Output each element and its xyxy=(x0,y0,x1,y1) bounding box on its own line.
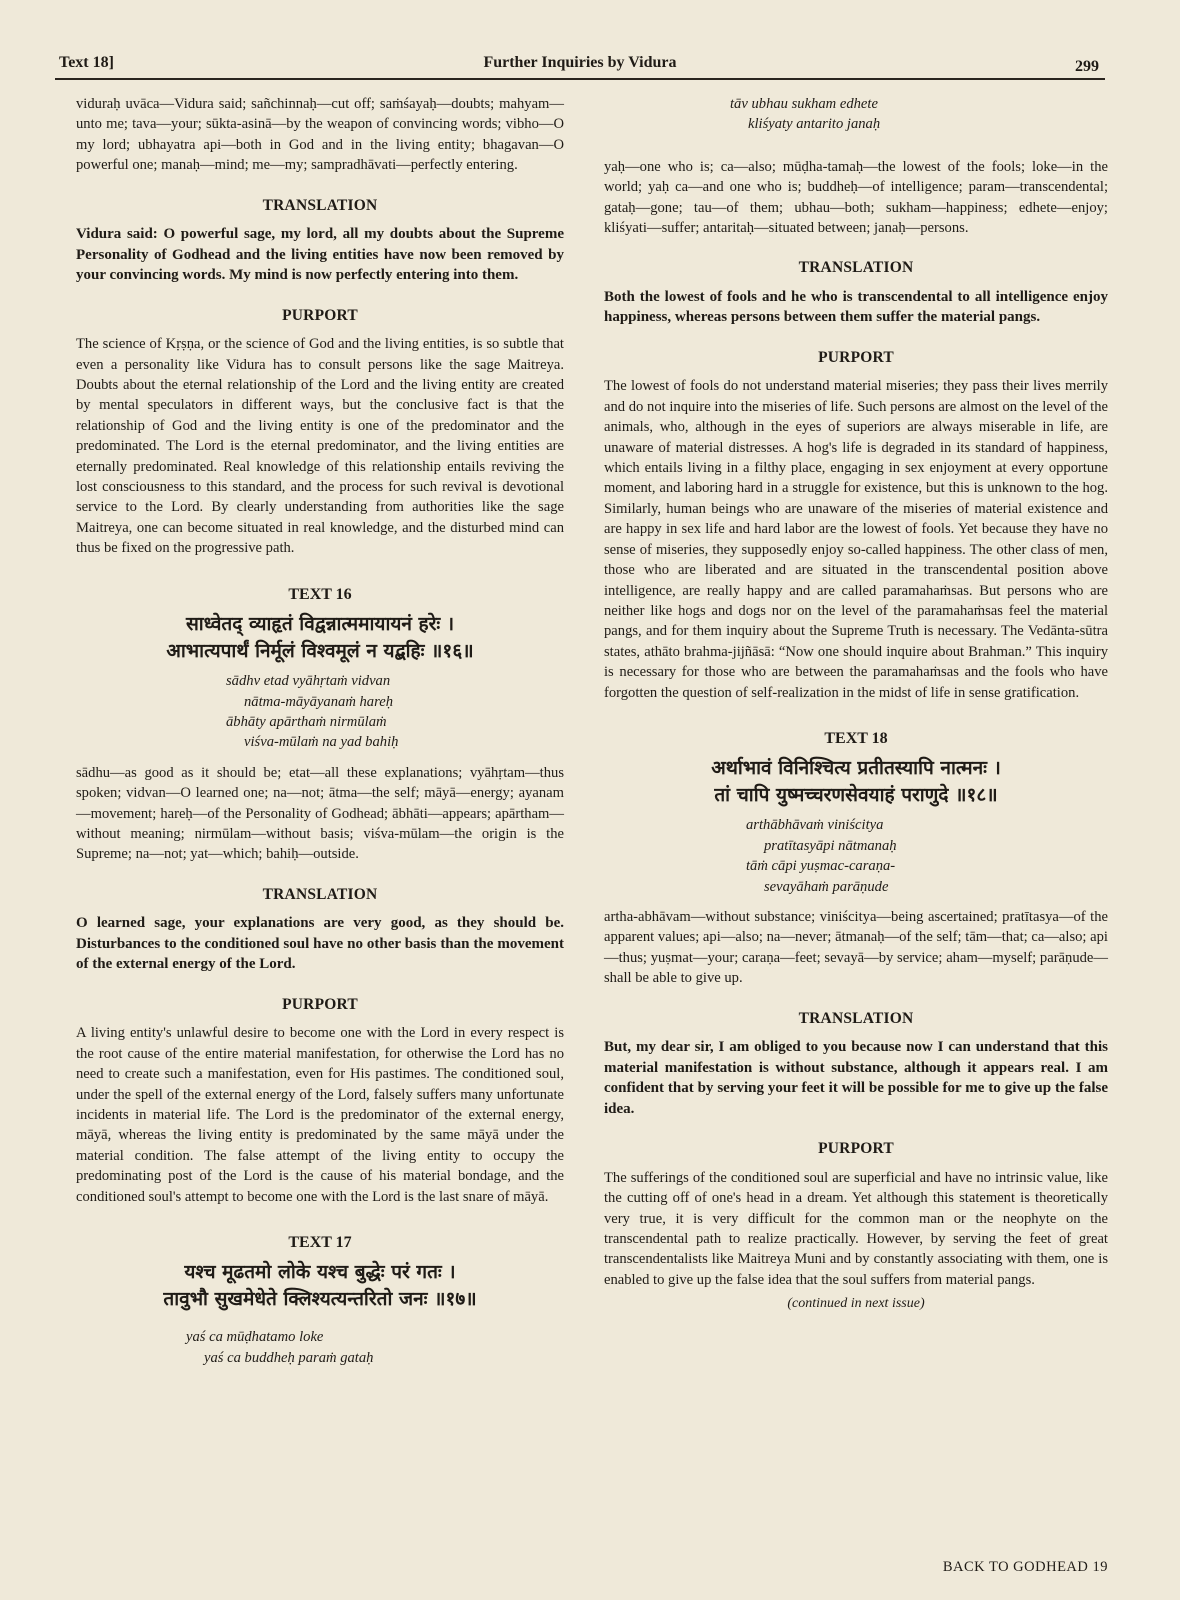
purport-heading: PURPORT xyxy=(818,1140,894,1158)
purport-heading: PURPORT xyxy=(282,306,358,324)
sanskrit-line: यश्च मूढतमो लोके यश्च बुद्धेः परं गतः । xyxy=(184,1261,456,1284)
verse-line: sādhv etad vyāhṛtaṁ vidvan xyxy=(226,673,391,690)
sanskrit-line: अर्थाभावं विनिश्चित्य प्रतीतस्यापि नात्मनः । xyxy=(711,757,1001,780)
translation-heading: TRANSLATION xyxy=(798,259,914,277)
verse-line: ābhāty apārthaṁ nirmūlaṁ xyxy=(226,713,387,730)
verse-line: kliśyaty antarito janaḥ xyxy=(748,116,881,133)
sanskrit-line: तां चापि युष्मच्चरणसेवयाहं पराणुदे ॥१८॥ xyxy=(714,784,998,807)
purport-heading: PURPORT xyxy=(282,995,358,1013)
translation-heading: TRANSLATION xyxy=(262,196,378,214)
header-section-label: Text 18] xyxy=(59,54,114,71)
sanskrit-line: तावुभौ सुखमेधेते क्लिश्यत्यन्तरितो जनः ॥१७॥ xyxy=(163,1288,477,1311)
verse-line: tāṁ cāpi yuṣmac-caraṇa- xyxy=(746,858,896,875)
verse-line: arthābhāvaṁ viniścitya xyxy=(746,817,884,834)
synonyms-text-15: viduraḥ uvāca—Vidura said; sañchinnaḥ—cut off; saṁśayaḥ—doubts; mahyam—unto me; tava—your; sūkta-asinā—by the weapon of convincing words; vibho—O my lord; ubhayatra api—both in God and in the living entity; bhagavan—O powerful one; manaḥ—mind; me—my; sampradhāvati—perfectly entering. xyxy=(76,96,564,174)
text-16-title: TEXT 16 xyxy=(288,585,352,603)
header-chapter-title: Further Inquiries by Vidura xyxy=(483,54,677,71)
text-17-title: TEXT 17 xyxy=(288,1234,352,1251)
continued-note: (continued in next issue) xyxy=(787,1296,925,1312)
transliteration-17-part1 xyxy=(186,1327,564,1368)
purport-text-16: A living entity's unlawful desire to become one with the Lord in every respect is the root cause of the entire material manifestation, for otherwise the Lord has no need to create such a manifestation, even for His pastimes. The conditioned soul, under the spell of the external energy of the Lord, falsely suffers many unfortunate incidents in material life. The Lord is the predominator of the external energy, māyā, whereas the living entity is predominated by the same māyā under the material condition. The false attempt of the living entity to occupy the predominating post of the Lord is the cause of his material bondage, and the conditioned soul's attempt to become one with the Lord is the last snare of māyā. xyxy=(76,1025,564,1205)
purport-heading: PURPORT xyxy=(818,349,894,367)
verse-line: viśva-mūlaṁ na yad bahiḥ xyxy=(244,734,399,751)
sanskrit-line: आभात्यपार्थं निर्मूलं विश्वमूलं न यद्बहिः ॥१६॥ xyxy=(166,640,474,663)
page-header xyxy=(55,48,1105,80)
transliteration-16 xyxy=(226,671,564,753)
purport-text-18: The sufferings of the conditioned soul are superficial and have no intrinsic value, like the cutting off of one's head in a dream. Yet although this statement is theoretically very true, it is very difficult for the common man or the neophyte on the transcendental path to realize practically. However, by serving the feet of great transcendentalists like Maitreya Muni and by constantly associating with them, one is enabled to give up the false idea that the soul suffers from material pangs. xyxy=(604,1169,1108,1288)
synonyms-text-16: sādhu—as good as it should be; etat—all these explanations; vyāhṛtam—thus spoken; vidvan—O learned one; na—not; ātma—the self; māyā—energy; ayanam—movement; hareḥ—of the Personality of Godhead; ābhāti—appears; apārtham—without meaning; nirmūlam—without basis; viśva-mūlam—the origin is the Supreme; na—not; yat—which; bahiḥ—outside. xyxy=(76,764,564,863)
verse-line: pratītasyāpi nātmanaḥ xyxy=(764,837,897,854)
footer-magazine-page: BACK TO GODHEAD 19 xyxy=(942,1559,1108,1575)
left-column xyxy=(76,94,564,1378)
verse-line: nātma-māyāyanaṁ hareḥ xyxy=(244,693,394,710)
sanskrit-verse-16 xyxy=(76,611,564,665)
sanskrit-line: साध्वेतद् व्याहृतं विद्वन्नात्ममायायनं हरेः । xyxy=(185,613,455,636)
verse-line: sevayāhaṁ parāṇude xyxy=(764,878,889,895)
transliteration-18 xyxy=(746,815,1108,897)
header-page-number: 299 xyxy=(1075,58,1099,75)
translation-heading: TRANSLATION xyxy=(262,885,378,903)
right-column xyxy=(604,94,1108,1315)
translation-text-18: But, my dear sir, I am obliged to you because now I can understand that this material manifestation is without substance, although it appears real. I am confident that by serving your feet it will be possible for me to give up the false idea. xyxy=(604,1039,1108,1117)
text-18-title: TEXT 18 xyxy=(824,729,888,747)
verse-line: yaś ca mūḍhatamo loke xyxy=(186,1329,324,1346)
synonyms-text-18: artha-abhāvam—without substance; viniścitya—being ascertained; pratītasya—of the apparent values; api—also; na—never; ātmanaḥ—of the self; tām—that; ca—also; api—thus; yuṣmat—your; caraṇa—feet; sevayā—by service; aham—myself; parāṇude—shall be able to give up. xyxy=(604,908,1108,987)
verse-line: yaś ca buddheḥ paraṁ gataḥ xyxy=(204,1349,374,1366)
translation-text-15: Vidura said: O powerful sage, my lord, all my doubts about the Supreme Personality of Godhead and the living entities have now been removed by your convincing words. My mind is now perfectly entering into them. xyxy=(76,226,564,284)
translation-heading: TRANSLATION xyxy=(798,1009,914,1027)
verse-line: tāv ubhau sukham edhete xyxy=(730,96,878,112)
sanskrit-verse-18 xyxy=(604,755,1108,809)
purport-text-15: The science of Kṛṣṇa, or the science of God and the living entities, is so subtle that even a personality like Vidura has to consult persons like the sage Maitreya. Doubts about the eternal relationship of the Lord and the living entity are created by mental speculators in different ways, but the conclusive fact is that the relationship of God and the living entity is one of the predominator and the predominated. The Lord is the eternal predominator, and the living entities are eternally predominated. Real knowledge of this relationship entails reviving the lost consciousness to this standard, and the process for such revival is devotional service to the Lord. By clearly understanding from authorities like the sage Maitreya, one can become situated in real knowledge, and the disturbed mind can thus be fixed on the progressive path. xyxy=(76,336,564,557)
sanskrit-verse-17 xyxy=(76,1259,564,1313)
translation-text-17: Both the lowest of fools and he who is transcendental to all intelligence enjoy happiness, whereas persons between them suffer the material pangs. xyxy=(604,288,1108,326)
translation-text-16: O learned sage, your explanations are very good, as they should be. Disturbances to the conditioned soul have no other basis than the movement of the external energy of the Lord. xyxy=(76,915,564,973)
transliteration-17-part2 xyxy=(730,94,1108,135)
synonyms-text-17: yaḥ—one who is; ca—also; mūḍha-tamaḥ—the lowest of the fools; loke—in the world; yaḥ ca—and one who is; buddheḥ—of intelligence; param—transcendental; gataḥ—gone; tau—of them; ubhau—both; sukham—happiness; edhete—enjoy; kliśyati—suffer; antaritaḥ—situated between; janaḥ—persons. xyxy=(604,158,1108,237)
purport-text-17: The lowest of fools do not understand material miseries; they pass their lives merrily and do not inquire into the miseries of life. Such persons are almost on the level of the animals, who, although in the eyes of superiors are always miserable in life, are unaware of material distresses. A hog's life is degraded in its standard of happiness, which entails living in a filthy place, engaging in sex enjoyment at every opportune moment, and laboring hard in a struggle for existence, but this is unknown to the hog. Similarly, human beings who are unaware of the miseries of material existence and are happy in sex life and hard labor are the lowest of fools. Yet because they have no sense of miseries, they supposedly enjoy so-called happiness. The other class of men, those who are liberated and are situated in the transcendental position above intelligence, are really happy and are called paramahaṁsas. But persons who are neither like hogs and dogs nor on the level of the paramahaṁsas feel the material pangs, and for them inquiry about the Supreme Truth is necessary. The Vedānta-sūtra states, athāto brahma-jijñāsā: “Now one should inquire about Brahman.” This inquiry is necessary for those who are between the paramahaṁsas and the fools who have forgotten the question of self-realization in the midst of life in sense gratification. xyxy=(604,378,1108,701)
